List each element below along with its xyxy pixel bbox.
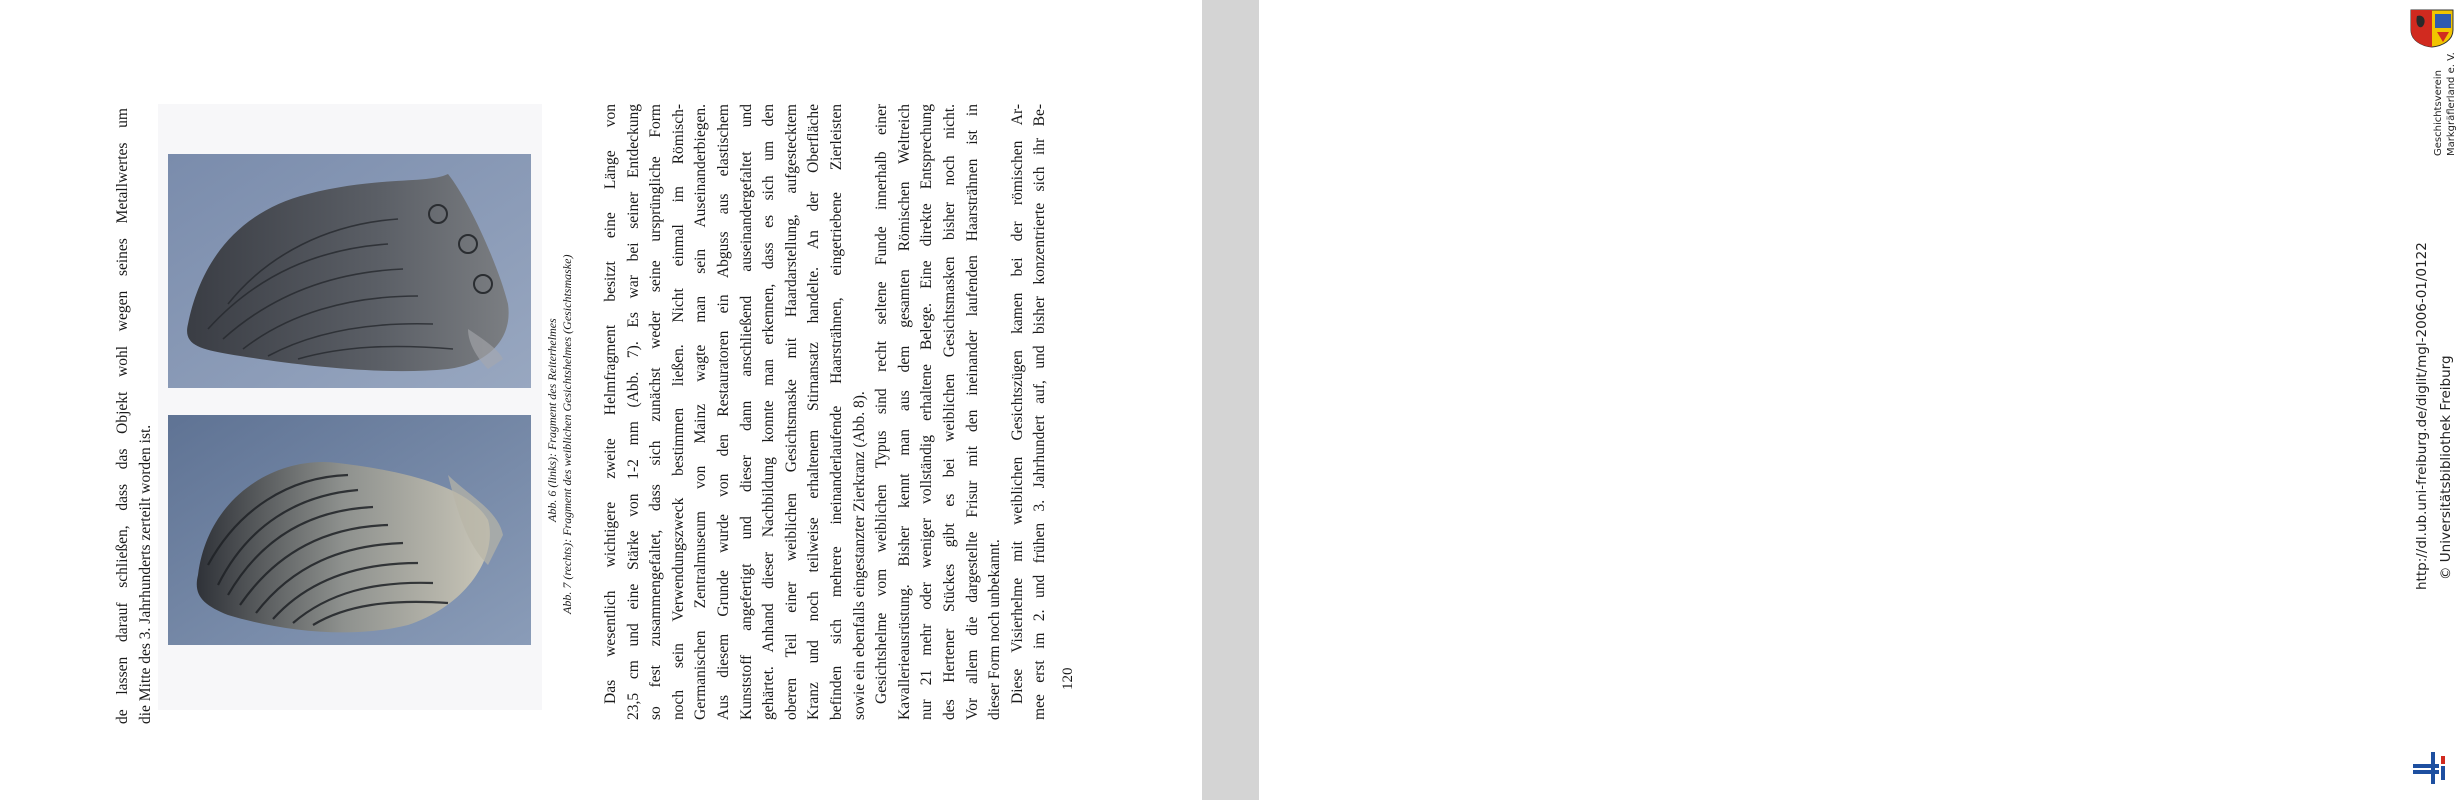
text-line: die Mitte des 3. Jahrhunderts zerteilt worden ist. bbox=[136, 424, 154, 724]
reiterhelm-image bbox=[168, 415, 531, 645]
ub-freiburg-logo-icon bbox=[2411, 748, 2455, 788]
society-name: Geschichtsverein bbox=[2433, 70, 2444, 156]
text-line: Diese Visierhelme mit weiblichen Gesichtszügen kamen bei der römischen Ar- bbox=[1008, 104, 1026, 704]
society-name-line2: Markgräflerland e. V. bbox=[2446, 52, 2457, 156]
gesichtshelm-image bbox=[168, 154, 531, 388]
text-line: Kranz und noch teilweise erhaltenem Stirnansatz handelte. An der Oberfläche bbox=[805, 104, 823, 720]
intro-paragraph bbox=[112, 108, 157, 724]
text-line: befinden sich mehrere ineinanderlaufende Haarsträhnen, eingetriebene Zierleisten bbox=[827, 104, 845, 720]
text-line: Das wesentlich wichtigere zweite Helmfragment besitzt eine Länge von bbox=[602, 104, 619, 704]
figure-caption: Abb. 7 (rechts): Fragment des weiblichen Gesichtshelmes (Gesichtsmaske) bbox=[560, 254, 574, 614]
text-line: noch sein Verwendungszweck bestimmen ließen. Nicht einmal im Römisch- bbox=[669, 104, 687, 720]
text-line: 23,5 cm und eine Stärke von 1-2 mm (Abb. 7). Es war bei seiner Entdeckung bbox=[624, 104, 642, 720]
text-line: sowie ein ebenfalls eingestanzter Zierkranz (Abb. 8). bbox=[850, 391, 868, 720]
text-line: oberen Teil einer weiblichen Gesichtsmaske mit Haardarstellung, aufgestecktem bbox=[782, 104, 800, 720]
copyright-notice: © Universitätsbibliothek Freiburg bbox=[2438, 355, 2454, 580]
text-line: nur 21 mehr oder weniger vollständig erhaltene Belege. Eine direkte Entsprechung bbox=[918, 104, 936, 720]
text-line: de lassen darauf schließen, dass das Objekt wohl wegen seines Metallwertes um bbox=[114, 108, 131, 724]
page-number: 120 bbox=[1060, 667, 1076, 690]
text-line: Vor allem die dargestellte Frisur mit den ineinander laufenden Haarsträhnen ist in bbox=[963, 104, 981, 720]
repository-sidebar bbox=[1202, 0, 2457, 800]
text-line: so fest zusammengefaltet, dass sich zunächst weder seine ursprüngliche Form bbox=[647, 104, 665, 720]
document-page bbox=[0, 0, 1202, 800]
photo-gesichtshelm-fragment bbox=[168, 154, 531, 388]
photo-reiterhelm-fragment bbox=[168, 415, 531, 645]
source-url[interactable]: http://dl.ub.uni-freiburg.de/diglit/mgl-2006-01/0122 bbox=[2414, 242, 2430, 590]
text-line: Kunststoff angefertigt und dieser dann anschließend auseinandergefaltet und bbox=[737, 104, 755, 720]
text-line: Germanischen Zentralmuseum von Mainz wagte man sein Auseinanderbiegen. bbox=[692, 104, 710, 720]
text-line: gehärtet. Anhand dieser Nachbildung konnte man erkennen, dass es sich um den bbox=[760, 104, 778, 720]
figure-caption: Abb. 6 (links): Fragment des Reiterhelmes bbox=[545, 318, 559, 522]
text-line: Kavallerieausrüstung. Bisher kennt man aus dem gesamten Römischen Weltreich bbox=[895, 104, 913, 720]
body-text bbox=[600, 104, 1052, 720]
text-line: dieser Form noch unbekannt. bbox=[986, 539, 1004, 720]
text-line: Gesichtshelme vom weiblichen Typus sind recht seltene Funde innerhalb einer bbox=[873, 104, 891, 704]
text-line: des Hertener Stückes gibt es bei weiblichen Gesichtsmasken bisher noch nicht. bbox=[940, 104, 958, 720]
text-line: mee erst im 2. und frühen 3. Jahrhundert auf, und bisher konzentrierte sich ihr Be- bbox=[1031, 104, 1049, 720]
coat-of-arms-icon bbox=[2409, 8, 2455, 48]
text-line: Aus diesem Grunde wurde von den Restauratoren ein Abguss aus elastischem bbox=[714, 104, 732, 720]
